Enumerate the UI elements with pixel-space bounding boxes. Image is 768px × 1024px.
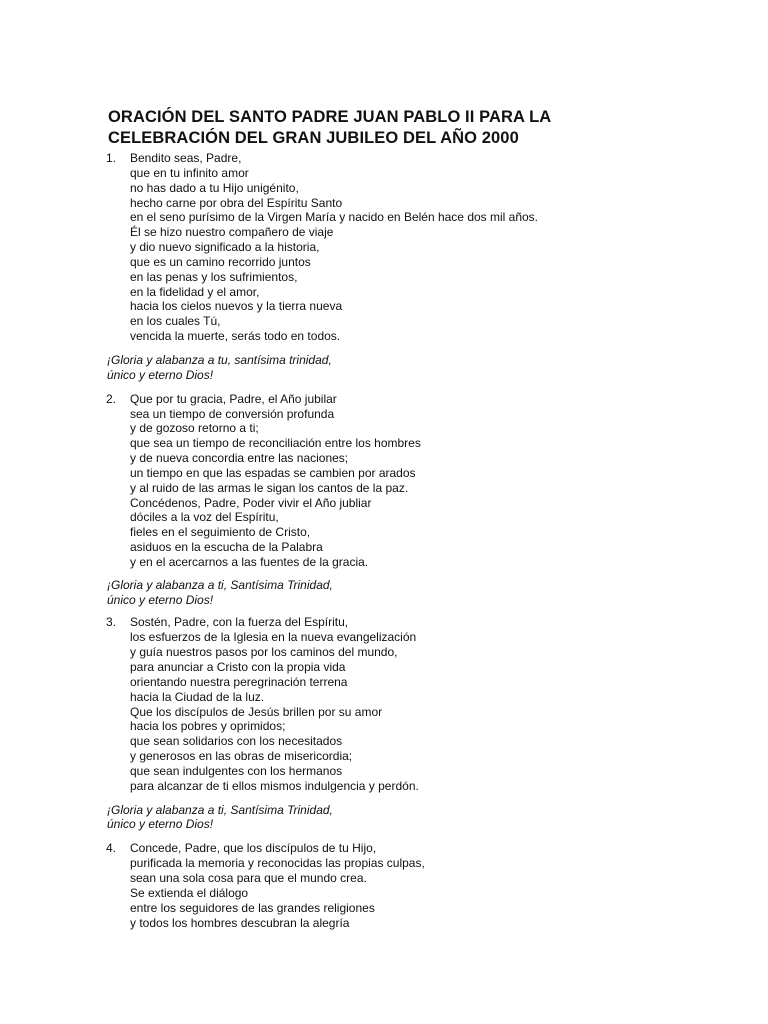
stanza-line: Que por tu gracia, Padre, el Año jubilar — [130, 391, 337, 406]
refrain-line: único y eterno Dios! — [107, 592, 214, 607]
stanza-line: y dio nuevo significado a la historia, — [130, 240, 320, 255]
refrain-line: único y eterno Dios! — [107, 817, 214, 832]
stanza-line: para anunciar a Cristo con la propia vida — [130, 660, 346, 674]
prayer-stanza-2 — [108, 392, 748, 570]
refrain-line: ¡Gloria y alabanza a tu, santísima trinidad, — [107, 352, 332, 367]
prayer-stanza-1 — [108, 151, 748, 344]
stanza-line: que sean solidarios con los necesitados — [130, 734, 343, 749]
stanza-line: Sostén, Padre, con la fuerza del Espíritu, — [130, 615, 349, 630]
stanza-line: en el seno purísimo de la Virgen María y nacido en Belén hace dos mil años. — [130, 210, 539, 225]
stanza-line: y guía nuestros pasos por los caminos del mundo, — [130, 645, 398, 660]
stanza-line: los esfuerzos de la Iglesia en la nueva evangelización — [130, 630, 417, 645]
stanza-line: dóciles a la voz del Espíritu, — [130, 510, 279, 525]
stanza-line: en los cuales Tú, — [130, 314, 221, 329]
stanza-line: orientando nuestra peregrinación terrena — [130, 674, 348, 689]
stanza-line: Se extienda el diálogo — [130, 885, 249, 900]
stanza-line: purificada la memoria y reconocidas las propias culpas, — [130, 856, 425, 871]
stanza-line: asiduos en la escucha de la Palabra — [130, 540, 323, 555]
stanza-line: y generosos en las obras de misericordia; — [130, 749, 353, 764]
stanza-line: en las penas y los sufrimientos, — [130, 269, 298, 284]
stanza-line: Que los discípulos de Jesús brillen por su amor — [130, 704, 383, 719]
stanza-line: Concede, Padre, que los discípulos de tu Hijo, — [130, 841, 377, 856]
stanza-number: 1. — [106, 151, 117, 165]
refrain-line: ¡Gloria y alabanza a ti, Santísima Trinidad, — [107, 577, 333, 592]
stanza-line: Bendito seas, Padre, — [130, 151, 242, 165]
stanza-line: un tiempo en que las espadas se cambien por arados — [130, 465, 416, 480]
stanza-line: en la fidelidad y el amor, — [130, 284, 260, 299]
stanza-line: y de gozoso retorno a ti; — [130, 421, 259, 436]
prayer-stanza-4 — [108, 841, 748, 930]
document-title — [108, 107, 748, 149]
stanza-line: y de nueva concordia entre las naciones; — [130, 451, 349, 466]
refrain-2 — [107, 578, 748, 608]
stanza-line: que es un camino recorrido juntos — [130, 254, 311, 269]
title-line: ORACIÓN DEL SANTO PADRE JUAN PABLO II PARA LA — [108, 108, 552, 126]
title-line: CELEBRACIÓN DEL GRAN JUBILEO DEL AÑO 2000 — [108, 129, 519, 147]
stanza-line: hacia la Ciudad de la luz. — [130, 689, 265, 704]
refrain-3 — [107, 803, 748, 833]
stanza-number: 3. — [106, 615, 117, 630]
refrain-line: único y eterno Dios! — [107, 367, 214, 382]
stanza-line: Concédenos, Padre, Poder vivir el Año jubliar — [130, 495, 372, 510]
stanza-line: sean una sola cosa para que el mundo crea. — [130, 870, 367, 885]
stanza-line: hecho carne por obra del Espíritu Santo — [130, 195, 343, 210]
stanza-line: Él se hizo nuestro compañero de viaje — [130, 225, 334, 240]
refrain-1 — [107, 353, 748, 383]
prayer-stanza-3 — [108, 615, 748, 793]
stanza-line: hacia los cielos nuevos y la tierra nueva — [130, 299, 343, 314]
stanza-line: fieles en el seguimiento de Cristo, — [130, 525, 311, 540]
stanza-line: y al ruido de las armas le sigan los cantos de la paz. — [130, 480, 409, 495]
stanza-line: y en el acercarnos a las fuentes de la gracia. — [130, 554, 369, 569]
stanza-line: vencida la muerte, serás todo en todos. — [130, 329, 341, 344]
stanza-line: que sea un tiempo de reconciliación entre los hombres — [130, 436, 421, 451]
stanza-number: 4. — [106, 841, 117, 856]
stanza-line: sea un tiempo de conversión profunda — [130, 406, 335, 421]
stanza-line: no has dado a tu Hijo unigénito, — [130, 180, 299, 195]
refrain-line: ¡Gloria y alabanza a ti, Santísima Trinidad, — [107, 802, 333, 817]
stanza-line: y todos los hombres descubran la alegría — [130, 915, 350, 930]
stanza-line: hacia los pobres y oprimidos; — [130, 719, 286, 734]
stanza-line: que sean indulgentes con los hermanos — [130, 763, 343, 778]
stanza-number: 2. — [106, 391, 117, 406]
stanza-line: para alcanzar de ti ellos mismos indulgencia y perdón. — [130, 778, 419, 793]
stanza-line: entre los seguidores de las grandes religiones — [130, 900, 375, 915]
document-page — [108, 107, 748, 930]
stanza-line: que en tu infinito amor — [130, 165, 249, 180]
